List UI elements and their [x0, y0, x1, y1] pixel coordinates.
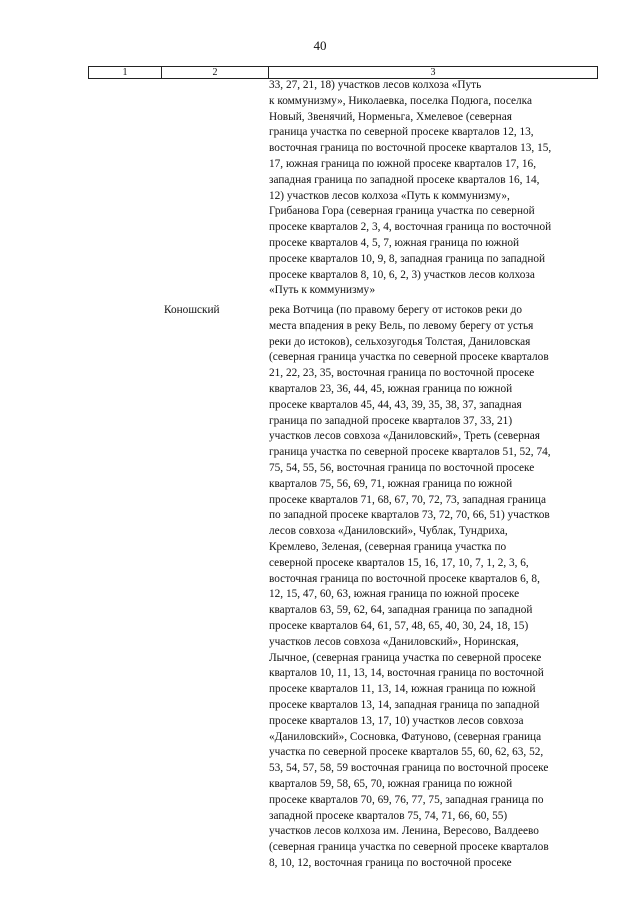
description-cell: 33, 27, 21, 18) участков лесов колхоза «Путь к коммунизму», Николаевка, поселка Подюга, поселка Новый, Звенячий, Норменьга, Хмелевое (северная граница участка по северной просеке кварталов 12, 13, восточная граница по восточной просеке кварталов 13, 15, 17, южная граница по южной просеке кварталов 17, 16, западная граница по западной просеке кварталов 16, 14, 12) участков лесов колхоза «Путь к коммунизму», Грибанова Гора (северная граница участка по северной просеке кварталов 2, 3, 4, восточная граница по восточной просеке кварталов 4, 5, 7, южная граница по южной просеке кварталов 10, 9, 8, западная граница по западной просеке кварталов 8, 10, 6, 2, 3) участков лесов колхоза «Путь к коммунизму»	[269, 79, 552, 297]
column-header-2: 2	[162, 67, 269, 78]
district-cell: Коношский	[164, 304, 220, 316]
description-cell: река Вотчица (по правому берегу от истоков реки до места впадения в реку Вель, по левому берегу от устья реки до истоков), сельхозугодья Толстая, Даниловская (северная граница участка по северной просеке кварталов 21, 22, 23, 35, восточная граница по восточной просеке кварталов 23, 36, 44, 45, южная граница по южной просеке кварталов 45, 44, 43, 39, 35, 38, 37, западная граница по западной просеке кварталов 37, 33, 21) участков лесов совхоза «Даниловский», Треть (северная граница участка по северной просеке кварталов 51, 52, 74, 75, 54, 55, 56, восточная граница по восточной просеке кварталов 75, 56, 69, 71, южная граница по южной просеке кварталов 71, 68, 67, 70, 72, 73, западная граница по западной просеке кварталов 73, 72, 70, 66, 51) участков лесов совхоза «Даниловский», Чублак, Тундриха, Кремлево, Зеленая, (северная граница участка по северной просеке кварталов 15, 16, 17, 10, 7, 1, 2, 3, 6, восточная граница по восточной просеке кварталов 6, 8, 12, 15, 47, 60, 63, южная граница по южной просеке кварталов 63, 59, 62, 64, западная граница по западной просеке кварталов 64, 61, 57, 48, 65, 40, 30, 24, 18, 15) участков лесов совхоза «Даниловский», Норинская, Лычное, (северная граница участка по северной просеке кварталов 10, 11, 13, 14, восточная граница по восточной просеке кварталов 11, 13, 14, южная граница по южной просеке кварталов 13, 14, западная граница по западной просеке кварталов 13, 17, 10) участков лесов совхоза «Даниловский», Сосновка, Фатуново, (северная граница участка по северной просеке кварталов 55, 60, 62, 63, 52, 53, 54, 57, 58, 59 восточная граница по восточной просеке кварталов 59, 58, 65, 70, южная граница по южной просеке кварталов 70, 69, 76, 77, 75, западная граница по западной просеке кварталов 75, 74, 71, 66, 60, 55) участков лесов колхоза им. Ленина, Вересово, Валдеево (северная граница участка по северной просеке кварталов 8, 10, 12, восточная граница по восточной просеке	[269, 304, 551, 869]
page-number: 40	[313, 38, 327, 53]
column-header-1: 1	[89, 67, 162, 78]
column-header-3: 3	[430, 67, 436, 78]
